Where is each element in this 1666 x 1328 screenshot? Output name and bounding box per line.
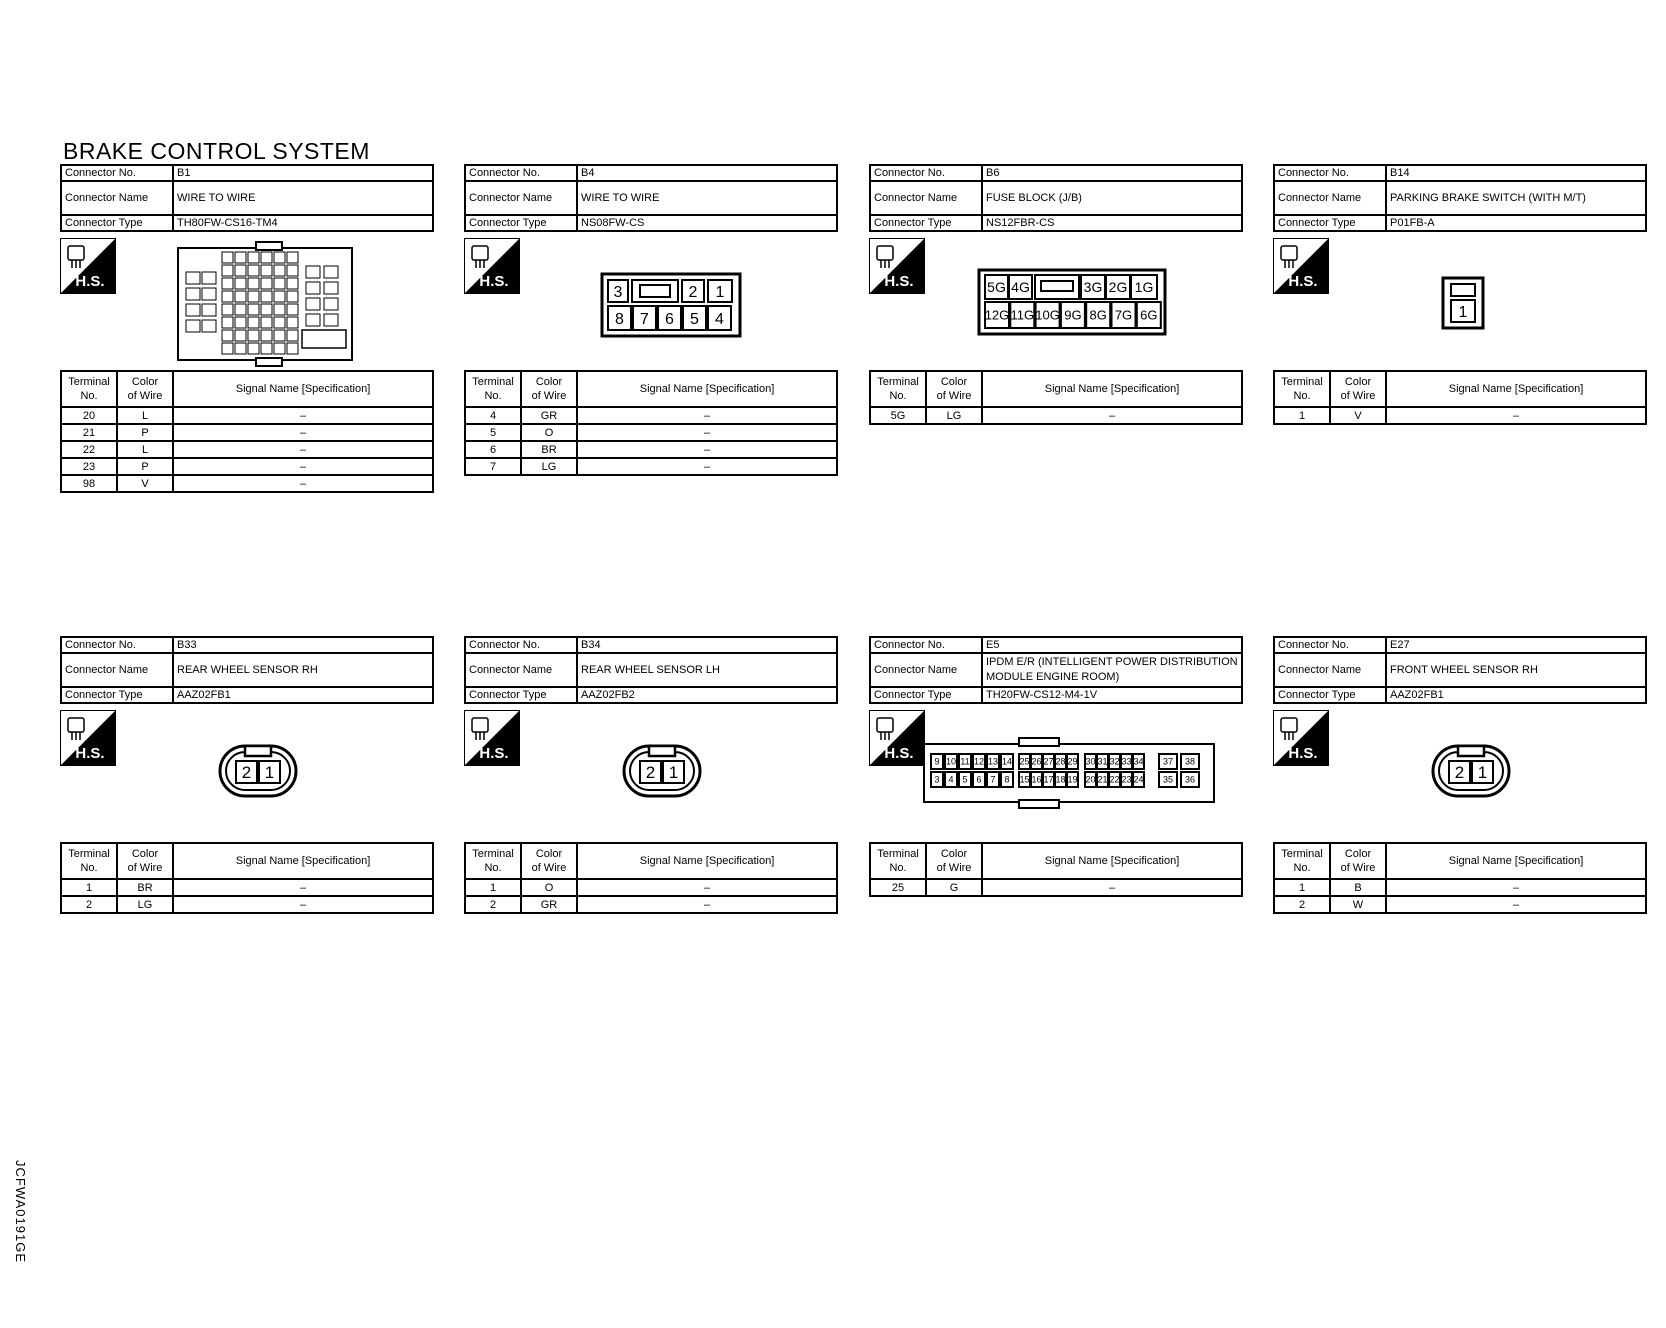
pin-label: 6G bbox=[1140, 307, 1158, 323]
signal-name-header: Signal Name [Specification] bbox=[173, 371, 433, 407]
color-of-wire-header: Color of Wire bbox=[1330, 371, 1386, 407]
pin-label: 11G bbox=[1010, 307, 1035, 323]
connector-figure bbox=[464, 232, 838, 370]
connector-no-value: E5 bbox=[982, 637, 1242, 653]
terminal-no-cell: 21 bbox=[61, 424, 117, 441]
color-of-wire-header: Color of Wire bbox=[117, 371, 173, 407]
wire-color-cell: O bbox=[521, 879, 577, 896]
signal-name-cell: – bbox=[1386, 896, 1646, 913]
pin-label: 7 bbox=[990, 774, 996, 785]
connector-no-value: B33 bbox=[173, 637, 433, 653]
connector-no-value: B1 bbox=[173, 165, 433, 181]
pin-label: 10 bbox=[945, 756, 957, 767]
color-of-wire-header: Color of Wire bbox=[926, 843, 982, 879]
signal-name-cell: – bbox=[173, 441, 433, 458]
pin-label: 22 bbox=[1109, 774, 1120, 785]
connector-no-label: Connector No. bbox=[1274, 165, 1386, 181]
terminal-no-cell: 1 bbox=[61, 879, 117, 896]
connector-face-diagram bbox=[60, 232, 434, 370]
connector-type-value: AAZ02FB1 bbox=[173, 687, 433, 703]
pin-label: 7 bbox=[640, 310, 649, 328]
table-row bbox=[61, 475, 433, 492]
connector-face-diagram bbox=[869, 704, 1243, 842]
pin-label: 28 bbox=[1055, 756, 1066, 767]
terminal-table bbox=[1273, 370, 1647, 425]
terminal-no-cell: 2 bbox=[61, 896, 117, 913]
connector-no-value: B4 bbox=[577, 165, 837, 181]
connector-no-label: Connector No. bbox=[465, 165, 577, 181]
hs-label: H.S. bbox=[75, 745, 105, 762]
pin-label: 37 bbox=[1162, 756, 1174, 767]
table-row bbox=[61, 879, 433, 896]
terminal-no-cell: 98 bbox=[61, 475, 117, 492]
wire-color-cell: L bbox=[117, 441, 173, 458]
pin-label: 29 bbox=[1067, 756, 1078, 767]
pin-label: 6 bbox=[976, 774, 982, 785]
wire-color-cell: B bbox=[1330, 879, 1386, 896]
table-row bbox=[61, 458, 433, 475]
terminal-table bbox=[60, 842, 434, 914]
connector-type-value: TH80FW-CS16-TM4 bbox=[173, 215, 433, 231]
terminal-no-header: Terminal No. bbox=[61, 371, 117, 407]
connector-name-label: Connector Name bbox=[61, 181, 173, 215]
signal-name-cell: – bbox=[1386, 407, 1646, 424]
pin-label: 3G bbox=[1083, 279, 1103, 296]
terminal-no-header: Terminal No. bbox=[870, 371, 926, 407]
connector-info-table bbox=[869, 164, 1243, 232]
table-row bbox=[1274, 896, 1646, 913]
pin-label: 3 bbox=[613, 283, 623, 301]
terminal-no-cell: 1 bbox=[1274, 407, 1330, 424]
table-row bbox=[465, 407, 837, 424]
connector-no-label: Connector No. bbox=[61, 637, 173, 653]
pin-label: 18 bbox=[1055, 774, 1066, 785]
signal-name-cell: – bbox=[173, 424, 433, 441]
terminal-table bbox=[464, 842, 838, 914]
terminal-no-header: Terminal No. bbox=[1274, 371, 1330, 407]
hs-label: H.S. bbox=[884, 745, 914, 762]
connector-type-label: Connector Type bbox=[61, 687, 173, 703]
signal-name-header: Signal Name [Specification] bbox=[577, 371, 837, 407]
pin-label: 38 bbox=[1184, 756, 1196, 767]
connector-name-label: Connector Name bbox=[465, 653, 577, 687]
connector-figure bbox=[1273, 232, 1647, 370]
pin-label: 12 bbox=[973, 756, 985, 767]
connector-face-diagram bbox=[869, 232, 1243, 370]
table-row bbox=[870, 879, 1242, 896]
connector-type-value: AAZ02FB1 bbox=[1386, 687, 1646, 703]
connector-panel-b4 bbox=[464, 164, 838, 476]
connector-face-diagram bbox=[464, 704, 838, 842]
signal-name-cell: – bbox=[173, 475, 433, 492]
pin-label: 5G bbox=[987, 279, 1006, 296]
connector-name-value: WIRE TO WIRE bbox=[173, 181, 433, 215]
wire-color-cell: P bbox=[117, 458, 173, 475]
pin-label: 2 bbox=[1454, 763, 1465, 783]
connector-type-label: Connector Type bbox=[870, 687, 982, 703]
signal-name-cell: – bbox=[577, 879, 837, 896]
pin-label: 21 bbox=[1097, 774, 1108, 785]
signal-name-cell: – bbox=[982, 879, 1242, 896]
pin-label: 4G bbox=[1011, 279, 1030, 296]
table-row bbox=[1274, 879, 1646, 896]
connector-figure bbox=[869, 704, 1243, 842]
terminal-table bbox=[869, 842, 1243, 897]
pin-label: 9G bbox=[1064, 307, 1082, 323]
pin-label: 15 bbox=[1019, 774, 1030, 785]
table-row bbox=[61, 407, 433, 424]
connector-type-value: AAZ02FB2 bbox=[577, 687, 837, 703]
connector-info-table bbox=[464, 636, 838, 704]
connector-name-label: Connector Name bbox=[61, 653, 173, 687]
signal-name-header: Signal Name [Specification] bbox=[1386, 371, 1646, 407]
pin-label: 2 bbox=[688, 283, 698, 301]
connector-no-label: Connector No. bbox=[1274, 637, 1386, 653]
pin-label: 24 bbox=[1133, 774, 1144, 785]
table-row bbox=[465, 879, 837, 896]
table-row bbox=[465, 424, 837, 441]
connector-no-value: E27 bbox=[1386, 637, 1646, 653]
pin-label: 1 bbox=[715, 283, 725, 301]
connector-name-label: Connector Name bbox=[1274, 653, 1386, 687]
pin-label: 5 bbox=[962, 774, 968, 785]
wire-color-cell: O bbox=[521, 424, 577, 441]
connector-type-label: Connector Type bbox=[1274, 215, 1386, 231]
terminal-no-cell: 7 bbox=[465, 458, 521, 475]
terminal-table bbox=[60, 370, 434, 493]
signal-name-cell: – bbox=[577, 896, 837, 913]
terminal-no-cell: 2 bbox=[465, 896, 521, 913]
connector-name-value: PARKING BRAKE SWITCH (WITH M/T) bbox=[1386, 181, 1646, 215]
wire-color-cell: LG bbox=[117, 896, 173, 913]
color-of-wire-header: Color of Wire bbox=[521, 371, 577, 407]
wire-color-cell: GR bbox=[521, 407, 577, 424]
connector-name-value: FRONT WHEEL SENSOR RH bbox=[1386, 653, 1646, 687]
pin-label: 13 bbox=[987, 756, 999, 767]
figure-code: JCFWA0191GE bbox=[13, 1160, 28, 1263]
pin-label: 8 bbox=[615, 310, 624, 328]
connector-info-table bbox=[60, 164, 434, 232]
connector-panel-e27 bbox=[1273, 636, 1647, 914]
connector-info-table bbox=[60, 636, 434, 704]
pin-label: 14 bbox=[1001, 756, 1013, 767]
pin-label: 8 bbox=[1004, 774, 1010, 785]
signal-name-cell: – bbox=[173, 407, 433, 424]
pin-label: 11 bbox=[960, 756, 970, 767]
pin-label: 36 bbox=[1184, 774, 1196, 785]
connector-name-label: Connector Name bbox=[870, 653, 982, 687]
connector-figure bbox=[60, 704, 434, 842]
table-row bbox=[465, 896, 837, 913]
hs-label: H.S. bbox=[1288, 745, 1318, 762]
terminal-no-cell: 1 bbox=[465, 879, 521, 896]
connector-panel-b6 bbox=[869, 164, 1243, 425]
hs-label: H.S. bbox=[1288, 273, 1318, 290]
wire-color-cell: GR bbox=[521, 896, 577, 913]
connector-face-diagram bbox=[1273, 232, 1647, 370]
pin-label: 10G bbox=[1035, 307, 1060, 323]
connector-info-table bbox=[1273, 636, 1647, 704]
table-row bbox=[465, 441, 837, 458]
pin-label: 17 bbox=[1043, 774, 1054, 785]
pin-label: 1G bbox=[1134, 279, 1154, 296]
pin-label: 8G bbox=[1089, 307, 1107, 323]
connector-no-label: Connector No. bbox=[870, 637, 982, 653]
terminal-no-cell: 25 bbox=[870, 879, 926, 896]
table-row bbox=[870, 407, 1242, 424]
connector-face-diagram bbox=[60, 704, 434, 842]
pin-label: 1 bbox=[668, 763, 679, 783]
pin-label: 25 bbox=[1019, 756, 1030, 767]
wire-color-cell: BR bbox=[117, 879, 173, 896]
table-row bbox=[465, 458, 837, 475]
pin-label: 23 bbox=[1121, 774, 1132, 785]
terminal-no-cell: 5G bbox=[870, 407, 926, 424]
connector-name-value: REAR WHEEL SENSOR RH bbox=[173, 653, 433, 687]
page-title: BRAKE CONTROL SYSTEM bbox=[63, 138, 370, 164]
pin-label: 4 bbox=[948, 774, 954, 785]
pin-label: 6 bbox=[665, 310, 674, 328]
terminal-no-header: Terminal No. bbox=[1274, 843, 1330, 879]
signal-name-header: Signal Name [Specification] bbox=[1386, 843, 1646, 879]
terminal-no-cell: 5 bbox=[465, 424, 521, 441]
pin-label: 4 bbox=[715, 310, 724, 328]
connector-panel-b33 bbox=[60, 636, 434, 914]
pin-label: 27 bbox=[1043, 756, 1054, 767]
pin-label: 32 bbox=[1109, 756, 1120, 767]
connector-panel-b14 bbox=[1273, 164, 1647, 425]
connector-name-label: Connector Name bbox=[1274, 181, 1386, 215]
connector-panel-b1 bbox=[60, 164, 434, 493]
terminal-no-cell: 6 bbox=[465, 441, 521, 458]
pin-label: 7G bbox=[1114, 307, 1133, 323]
terminal-no-header: Terminal No. bbox=[870, 843, 926, 879]
signal-name-cell: – bbox=[577, 424, 837, 441]
signal-name-cell: – bbox=[173, 458, 433, 475]
pin-label: 2 bbox=[241, 763, 252, 783]
signal-name-header: Signal Name [Specification] bbox=[982, 371, 1242, 407]
pin-label: 5 bbox=[690, 310, 699, 328]
connector-figure bbox=[464, 704, 838, 842]
signal-name-header: Signal Name [Specification] bbox=[173, 843, 433, 879]
pin-label: 9 bbox=[934, 756, 940, 767]
connector-figure bbox=[60, 232, 434, 370]
hs-label: H.S. bbox=[884, 273, 914, 290]
connector-name-value: REAR WHEEL SENSOR LH bbox=[577, 653, 837, 687]
connector-panel-e5 bbox=[869, 636, 1243, 897]
connector-name-label: Connector Name bbox=[870, 181, 982, 215]
connector-no-value: B34 bbox=[577, 637, 837, 653]
connector-type-value: P01FB-A bbox=[1386, 215, 1646, 231]
connector-face-diagram bbox=[464, 232, 838, 370]
pin-label: 12G bbox=[984, 307, 1010, 323]
signal-name-cell: – bbox=[173, 879, 433, 896]
signal-name-header: Signal Name [Specification] bbox=[577, 843, 837, 879]
table-row bbox=[61, 424, 433, 441]
table-row bbox=[61, 441, 433, 458]
connector-figure bbox=[869, 232, 1243, 370]
pin-label: 20 bbox=[1085, 774, 1096, 785]
wire-color-cell: V bbox=[117, 475, 173, 492]
color-of-wire-header: Color of Wire bbox=[1330, 843, 1386, 879]
connector-name-label: Connector Name bbox=[465, 181, 577, 215]
pin-label: 26 bbox=[1031, 756, 1042, 767]
connector-name-value: FUSE BLOCK (J/B) bbox=[982, 181, 1242, 215]
wire-color-cell: LG bbox=[521, 458, 577, 475]
signal-name-cell: – bbox=[982, 407, 1242, 424]
signal-name-cell: – bbox=[577, 407, 837, 424]
table-row bbox=[1274, 407, 1646, 424]
connector-info-table bbox=[869, 636, 1243, 704]
signal-name-cell: – bbox=[173, 896, 433, 913]
signal-name-cell: – bbox=[577, 441, 837, 458]
hs-label: H.S. bbox=[479, 273, 509, 290]
wire-color-cell: V bbox=[1330, 407, 1386, 424]
pin-label: 31 bbox=[1097, 756, 1108, 767]
wire-color-cell: G bbox=[926, 879, 982, 896]
wire-color-cell: L bbox=[117, 407, 173, 424]
connector-info-table bbox=[1273, 164, 1647, 232]
connector-no-label: Connector No. bbox=[61, 165, 173, 181]
connector-name-value: IPDM E/R (INTELLIGENT POWER DISTRIBUTION MODULE ENGINE ROOM) bbox=[982, 653, 1242, 687]
table-row bbox=[61, 896, 433, 913]
connector-type-value: NS12FBR-CS bbox=[982, 215, 1242, 231]
connector-info-table bbox=[464, 164, 838, 232]
connector-no-label: Connector No. bbox=[465, 637, 577, 653]
pin-label: 2 bbox=[645, 763, 656, 783]
connector-no-label: Connector No. bbox=[870, 165, 982, 181]
pin-label: 30 bbox=[1085, 756, 1096, 767]
connector-no-value: B14 bbox=[1386, 165, 1646, 181]
connector-no-value: B6 bbox=[982, 165, 1242, 181]
terminal-table bbox=[1273, 842, 1647, 914]
terminal-no-cell: 23 bbox=[61, 458, 117, 475]
connector-type-label: Connector Type bbox=[465, 215, 577, 231]
terminal-no-header: Terminal No. bbox=[61, 843, 117, 879]
terminal-table bbox=[869, 370, 1243, 425]
connector-type-value: TH20FW-CS12-M4-1V bbox=[982, 687, 1242, 703]
connector-name-value: WIRE TO WIRE bbox=[577, 181, 837, 215]
connector-panel-b34 bbox=[464, 636, 838, 914]
pin-label: 35 bbox=[1162, 774, 1174, 785]
pin-label: 1 bbox=[1477, 763, 1488, 783]
wire-color-cell: W bbox=[1330, 896, 1386, 913]
signal-name-cell: – bbox=[1386, 879, 1646, 896]
wire-color-cell: LG bbox=[926, 407, 982, 424]
pin-label: 1 bbox=[264, 763, 275, 783]
pin-label: 3 bbox=[934, 774, 940, 785]
signal-name-cell: – bbox=[577, 458, 837, 475]
pin-label: 2G bbox=[1108, 279, 1128, 296]
connector-figure bbox=[1273, 704, 1647, 842]
terminal-no-header: Terminal No. bbox=[465, 843, 521, 879]
pin-label: 16 bbox=[1031, 774, 1042, 785]
signal-name-header: Signal Name [Specification] bbox=[982, 843, 1242, 879]
connector-type-label: Connector Type bbox=[870, 215, 982, 231]
color-of-wire-header: Color of Wire bbox=[117, 843, 173, 879]
wire-color-cell: P bbox=[117, 424, 173, 441]
terminal-no-cell: 1 bbox=[1274, 879, 1330, 896]
terminal-no-cell: 22 bbox=[61, 441, 117, 458]
color-of-wire-header: Color of Wire bbox=[521, 843, 577, 879]
connector-type-value: NS08FW-CS bbox=[577, 215, 837, 231]
connector-face-diagram bbox=[1273, 704, 1647, 842]
hs-label: H.S. bbox=[479, 745, 509, 762]
terminal-table bbox=[464, 370, 838, 476]
pin-label: 33 bbox=[1121, 756, 1132, 767]
connector-type-label: Connector Type bbox=[61, 215, 173, 231]
hs-label: H.S. bbox=[75, 273, 105, 290]
pin-label: 19 bbox=[1067, 774, 1078, 785]
terminal-no-header: Terminal No. bbox=[465, 371, 521, 407]
pin-label: 34 bbox=[1133, 756, 1144, 767]
connector-type-label: Connector Type bbox=[465, 687, 577, 703]
connector-type-label: Connector Type bbox=[1274, 687, 1386, 703]
wire-color-cell: BR bbox=[521, 441, 577, 458]
pin-label: 1 bbox=[1458, 303, 1468, 321]
terminal-no-cell: 4 bbox=[465, 407, 521, 424]
terminal-no-cell: 20 bbox=[61, 407, 117, 424]
color-of-wire-header: Color of Wire bbox=[926, 371, 982, 407]
terminal-no-cell: 2 bbox=[1274, 896, 1330, 913]
